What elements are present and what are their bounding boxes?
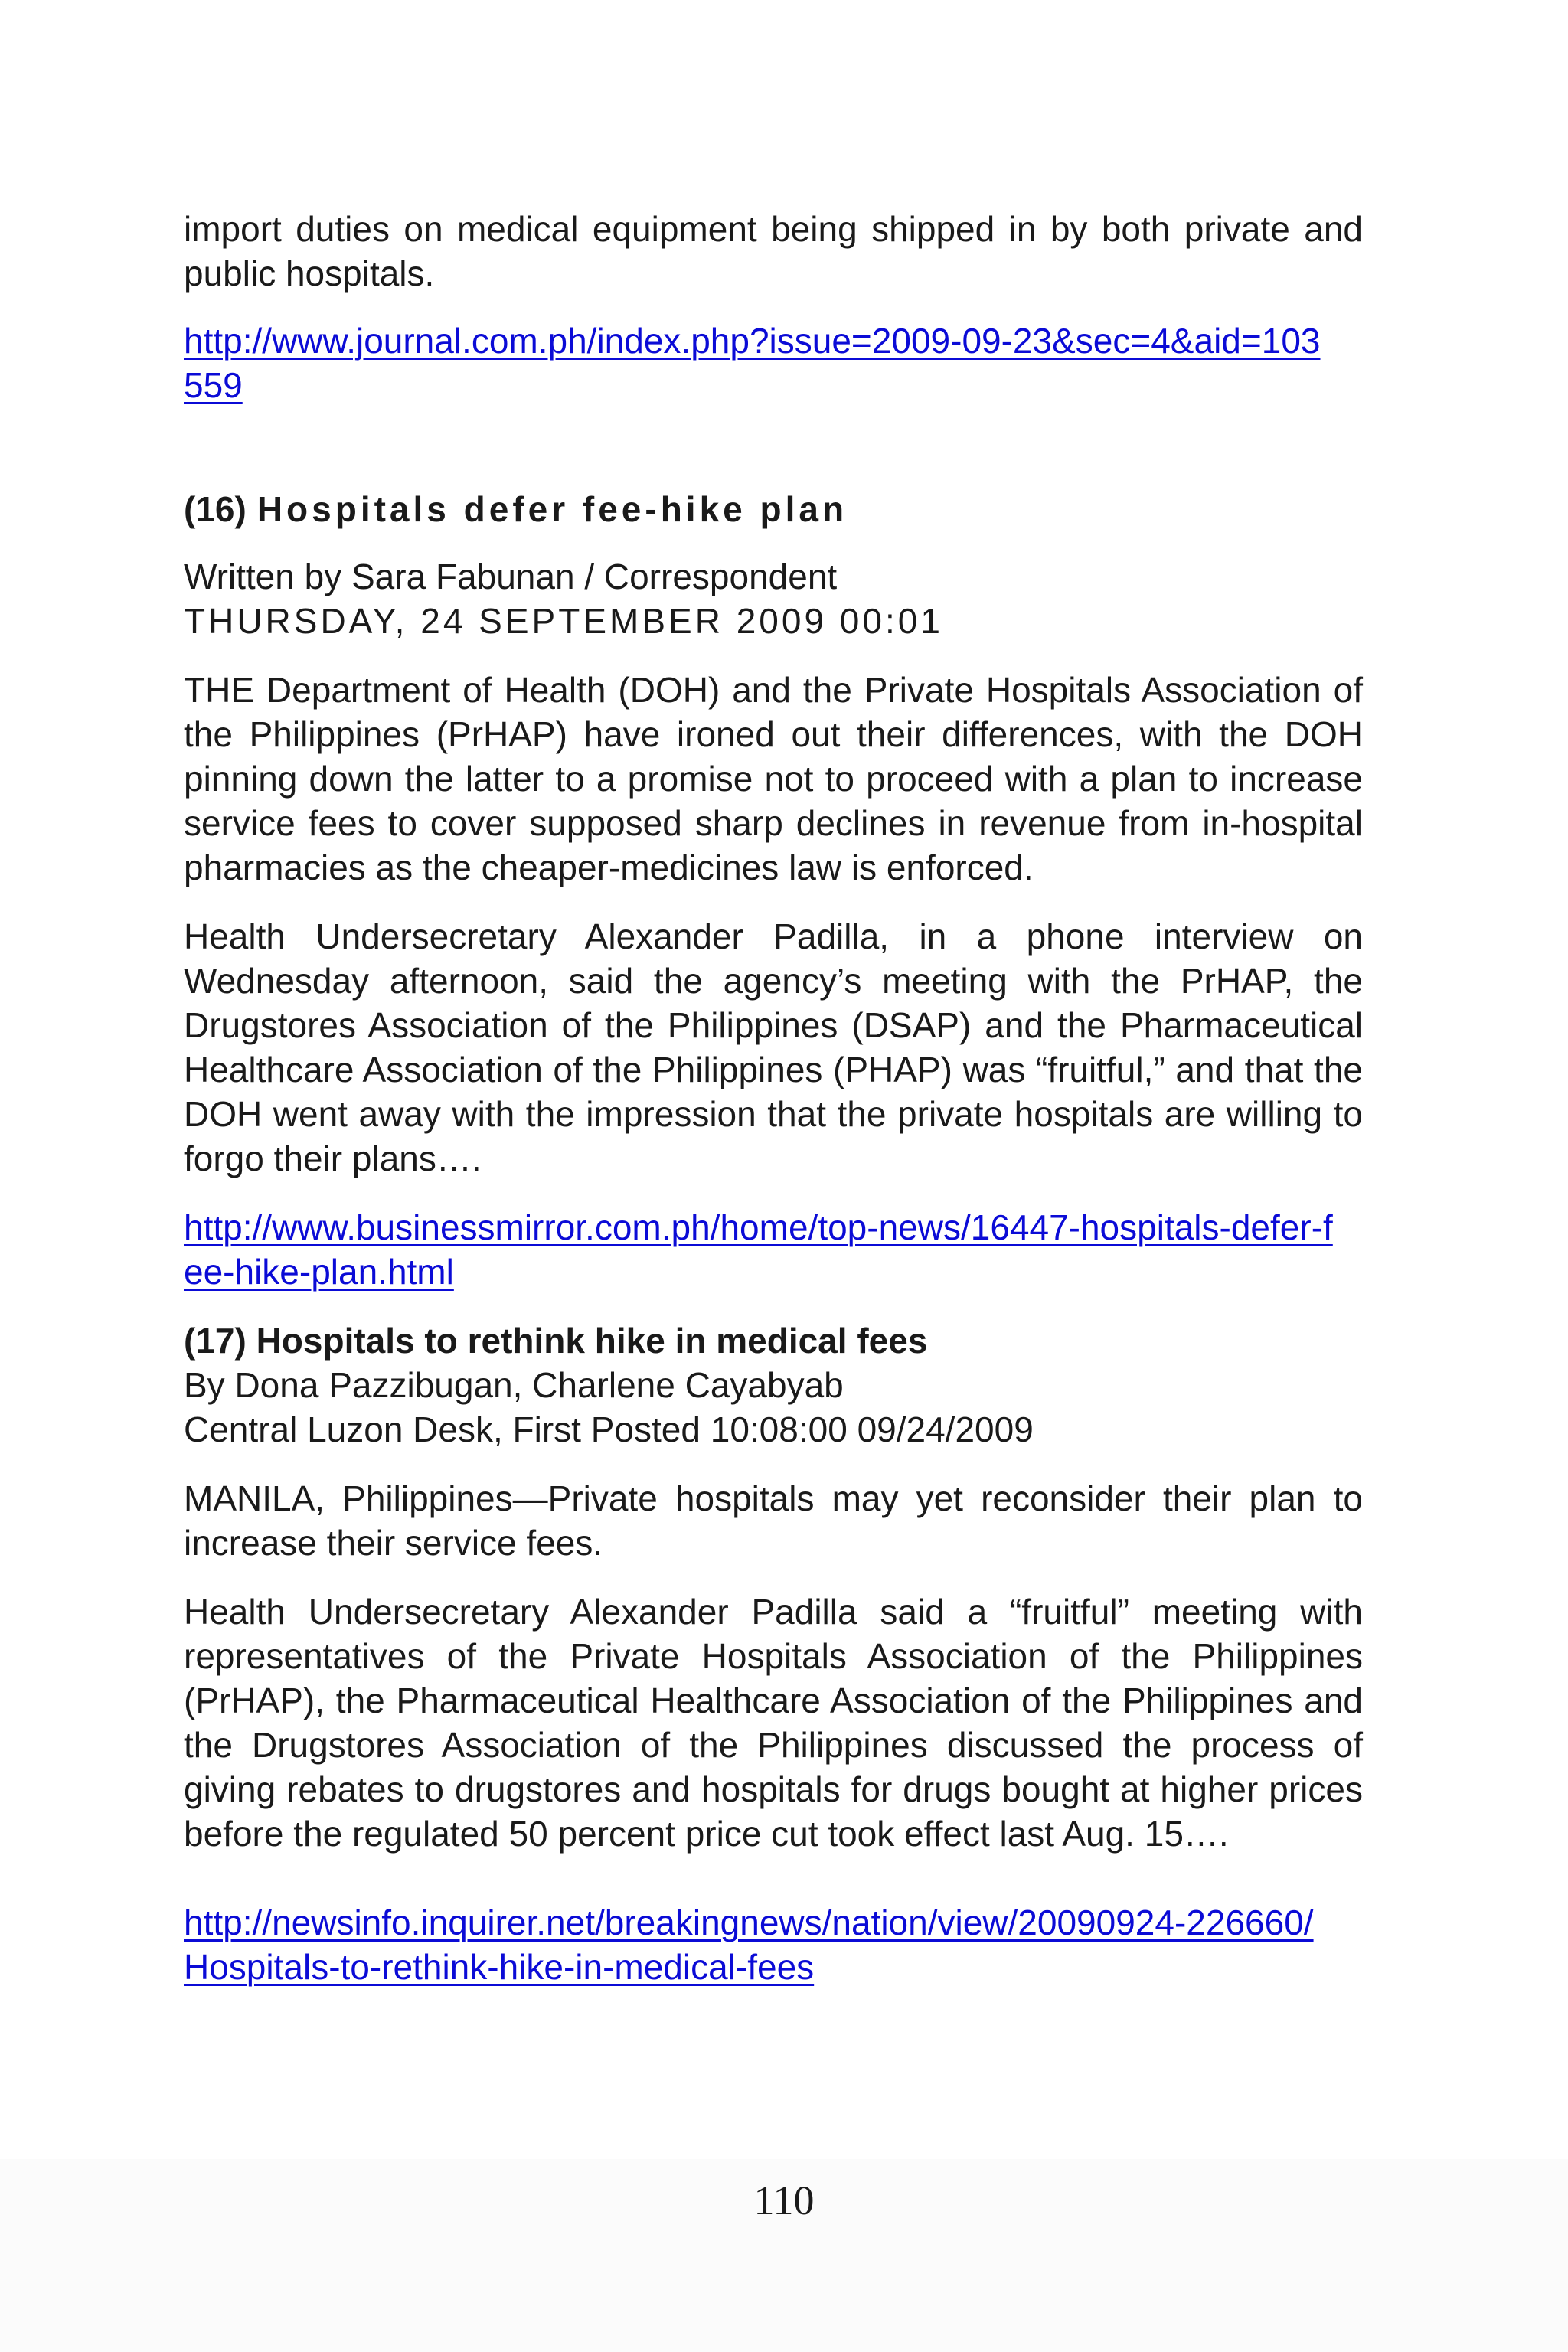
article-17-paragraph-1: MANILA, Philippines—Private hospitals may yet reconsider their plan to increase their service fees. bbox=[184, 1478, 1363, 1563]
article-16-paragraph-1: THE Department of Health (DOH) and the Private Hospitals Association of the Philippines (PrHAP) have ironed out their differences, with the DOH pinning down the latter to a promise not to proceed with a plan to increase service fees to cover supposed sharp declines in revenue from in-hospital pharmacies as the cheaper-medicines law is enforced. bbox=[184, 670, 1363, 887]
page-content bbox=[184, 207, 1363, 1989]
source-link-wrap-17 bbox=[184, 1900, 1317, 1989]
section-spacer bbox=[184, 407, 1363, 487]
source-link-inquirer[interactable]: http://newsinfo.inquirer.net/breakingnews/nation/view/20090924-226660/Hospitals-to-rethink-hike-in-medical-fees bbox=[184, 1903, 1314, 1987]
article-16-title: Hospitals defer fee-hike plan bbox=[256, 489, 848, 529]
source-link-journal[interactable]: http://www.journal.com.ph/index.php?issue=2009-09-23&sec=4&aid=103559 bbox=[184, 321, 1321, 405]
source-link-wrap-16 bbox=[184, 1205, 1348, 1294]
article-17-desk: Central Luzon Desk, First Posted 10:08:00 09/24/2009 bbox=[184, 1410, 1034, 1449]
article-16-byline: Written by Sara Fabunan / Correspondent bbox=[184, 557, 838, 596]
article-16-paragraph-2: Health Undersecretary Alexander Padilla, in a phone interview on Wednesday afternoon, said the agency’s meeting with the PrHAP, the Drugstores Association of the Philippines (DSAP) and the Pharmaceutical Healthcare Association of the Philippines (PHAP) was “fruitful,” and that the DOH went away with the impression that the private hospitals are willing to forgo their plans…. bbox=[184, 916, 1363, 1178]
page-number: 110 bbox=[753, 2177, 815, 2223]
article-17-byline: By Dona Pazzibugan, Charlene Cayabyab bbox=[184, 1365, 844, 1405]
section-spacer bbox=[184, 1294, 1363, 1318]
source-link-businessmirror[interactable]: http://www.businessmirror.com.ph/home/top-news/16447-hospitals-defer-fee-hike-plan.html bbox=[184, 1207, 1333, 1292]
article-17-paragraph-2: Health Undersecretary Alexander Padilla said a “fruitful” meeting with representatives of the Private Hospitals Association of the Philippines (PrHAP), the Pharmaceutical Healthcare Association of the Philippines and the Drugstores Association of the Philippines discussed the process of giving rebates to drugstores and hospitals for drugs bought at higher prices before the regulated 50 percent price cut took effect last Aug. 15…. bbox=[184, 1592, 1363, 1854]
article-16-heading bbox=[184, 487, 1363, 531]
article-17-heading: (17) Hospitals to rethink hike in medical fees bbox=[184, 1321, 928, 1361]
source-link-wrap-15 bbox=[184, 318, 1332, 407]
article-16-date: THURSDAY, 24 SEPTEMBER 2009 00:01 bbox=[184, 601, 943, 641]
continued-paragraph: import duties on medical equipment being shipped in by both private and public hospitals. bbox=[184, 209, 1363, 293]
section-spacer bbox=[184, 1856, 1363, 1900]
article-16-number: (16) bbox=[184, 489, 247, 529]
